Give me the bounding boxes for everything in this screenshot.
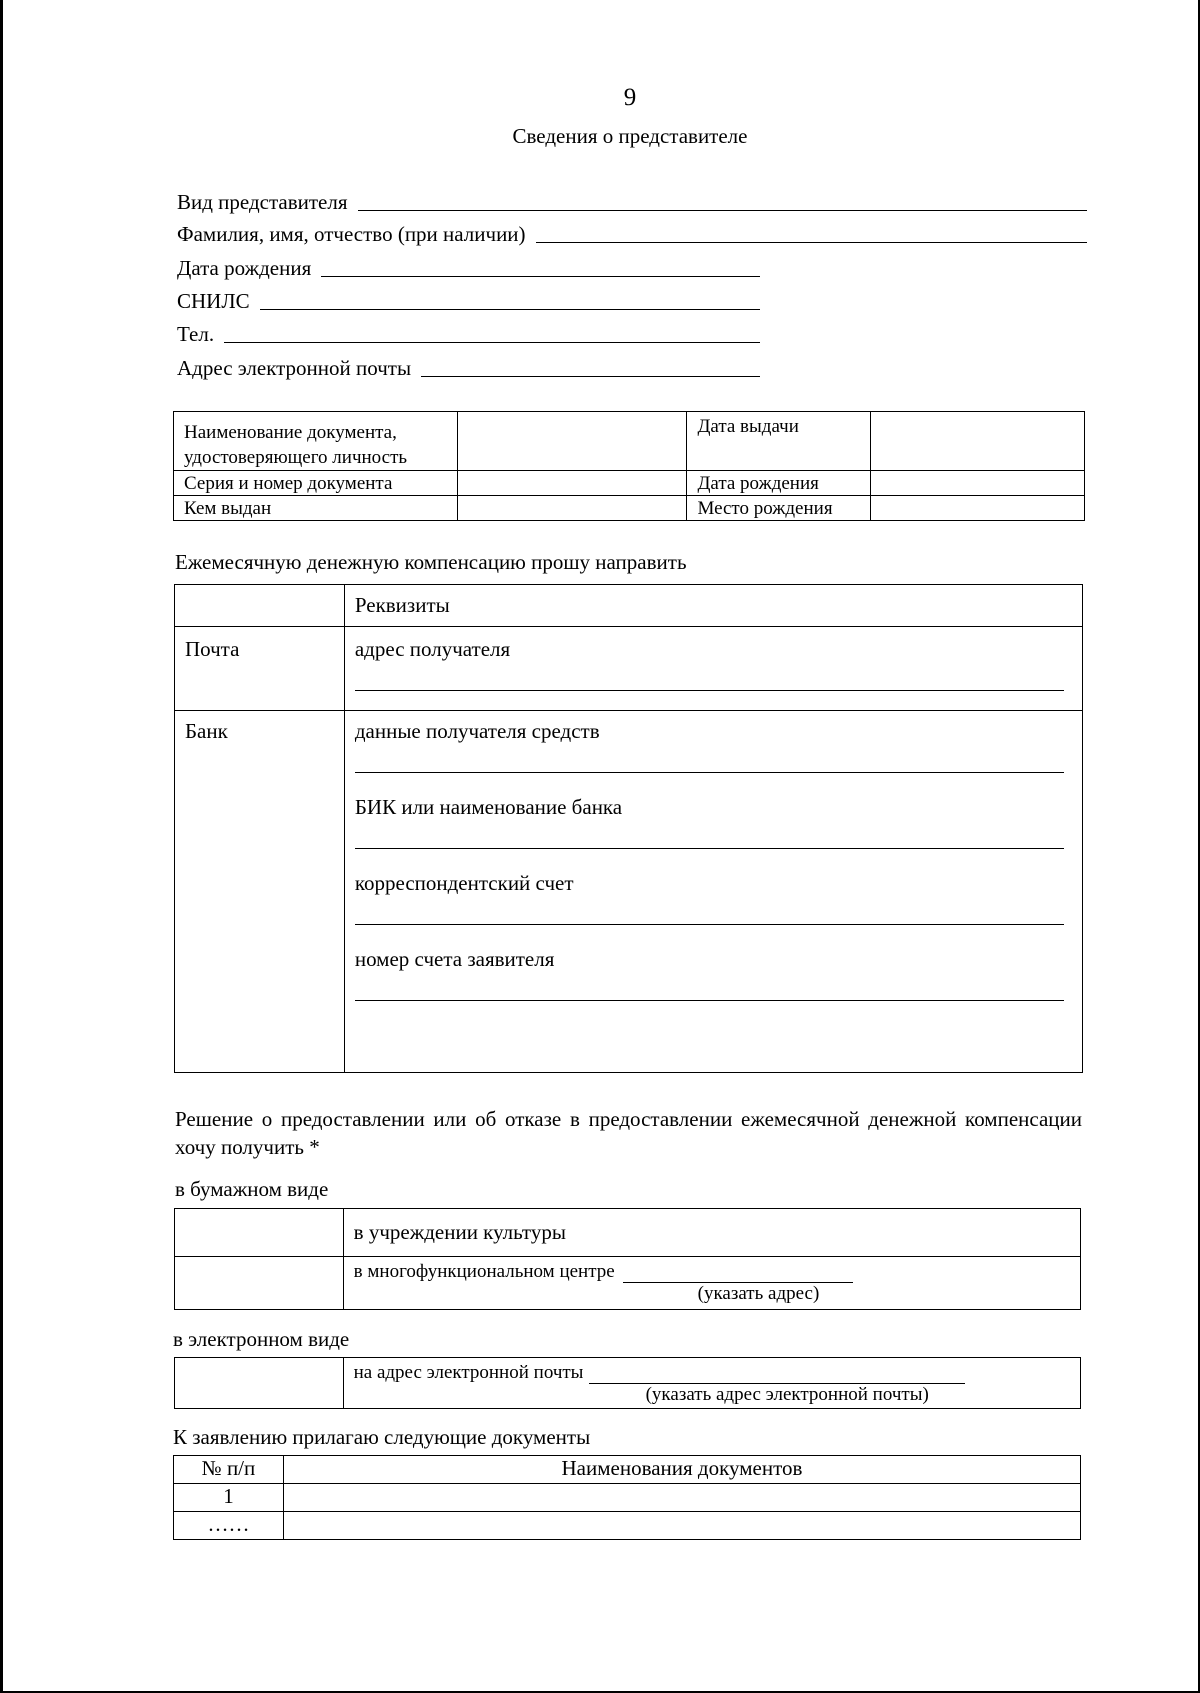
- bank-corr-account-line[interactable]: [355, 896, 1064, 925]
- field-label: Вид представителя: [177, 190, 348, 214]
- bank-bik-line[interactable]: [355, 820, 1064, 849]
- attachments-heading: К заявлению прилагаю следующие документы: [173, 1425, 591, 1449]
- field-label: Фамилия, имя, отчество (при наличии): [177, 222, 526, 246]
- issued-by-label: Кем выдан: [174, 496, 458, 521]
- mfc-address-line[interactable]: [623, 1262, 853, 1283]
- payment-table: [174, 584, 1083, 1073]
- bank-field-account-number: номер счета заявителя: [354, 947, 555, 971]
- birth-place-label: Место рождения: [687, 496, 871, 521]
- doc-name-line1: Наименование документа,: [184, 422, 397, 443]
- page-number: 9: [623, 84, 637, 111]
- post-requisites: [344, 627, 1082, 711]
- scan-edge-left: [0, 0, 3, 1693]
- series-number-value[interactable]: [457, 471, 687, 496]
- doc-name-value[interactable]: [457, 412, 687, 471]
- post-field-label: адрес получателя: [354, 637, 511, 661]
- mfc-hint: (указать адрес): [697, 1283, 820, 1304]
- electronic-heading: в электронном виде: [173, 1327, 350, 1351]
- field-label: СНИЛС: [177, 289, 250, 313]
- field-representative-type[interactable]: [177, 190, 1087, 215]
- bank-account-number-line[interactable]: [355, 972, 1064, 1001]
- field-label: Дата рождения: [177, 256, 312, 280]
- bank-requisites: [344, 711, 1082, 1073]
- mfc-checkbox[interactable]: [175, 1257, 344, 1310]
- doc-name-line2: удостоверяющего личность: [184, 447, 408, 468]
- col-num-header: № п/п: [174, 1456, 284, 1484]
- decision-text: Решение о предоставлении или об отказе в предоставлении ежемесячной денежной компенсации хочу получить *: [175, 1107, 1082, 1159]
- field-label: Адрес электронной почты: [177, 356, 412, 380]
- series-number-label: Серия и номер документа: [174, 471, 458, 496]
- field-phone[interactable]: [177, 322, 760, 347]
- fill-line[interactable]: [358, 209, 1087, 211]
- culture-checkbox[interactable]: [175, 1209, 344, 1257]
- birth-date-value[interactable]: [871, 471, 1085, 496]
- payment-method-header: [175, 585, 345, 627]
- issue-date-value[interactable]: [871, 412, 1085, 471]
- fill-line[interactable]: [260, 308, 760, 310]
- bank-field-recipient: данные получателя средств: [354, 719, 600, 743]
- row-number: ……: [174, 1512, 284, 1540]
- fill-line[interactable]: [421, 375, 760, 377]
- payment-heading: Ежемесячную денежную компенсацию прошу направить: [175, 550, 687, 574]
- table-row: [174, 1512, 1081, 1540]
- row-number: 1: [174, 1484, 284, 1512]
- table-row: [174, 1484, 1081, 1512]
- requisites-header: Реквизиты: [344, 585, 1082, 627]
- email-checkbox[interactable]: [175, 1358, 344, 1409]
- field-snils[interactable]: [177, 289, 760, 314]
- post-label: Почта: [175, 627, 345, 711]
- col-name-header: Наименования документов: [283, 1456, 1080, 1484]
- field-label: Тел.: [177, 322, 215, 346]
- birth-date-label: Дата рождения: [687, 471, 871, 496]
- email-option-label: на адрес электронной почты: [353, 1362, 584, 1383]
- bank-field-corr-account: корреспондентский счет: [354, 871, 574, 895]
- email-hint: (указать адрес электронной почты): [645, 1384, 929, 1405]
- birth-place-value[interactable]: [871, 496, 1085, 521]
- field-birth-date[interactable]: [177, 256, 760, 281]
- issued-by-value[interactable]: [457, 496, 687, 521]
- fill-line[interactable]: [536, 241, 1087, 243]
- email-address-line[interactable]: [589, 1363, 965, 1384]
- mfc-label: в многофункциональном центре: [353, 1261, 615, 1282]
- option-culture: в учреждении культуры: [343, 1209, 1080, 1257]
- doc-name-cell: [174, 412, 458, 471]
- post-address-line[interactable]: [355, 662, 1064, 691]
- issue-date-label: Дата выдачи: [687, 412, 871, 471]
- paper-options-table: [174, 1208, 1081, 1310]
- option-email: [343, 1358, 1080, 1409]
- option-mfc: [343, 1257, 1080, 1310]
- bank-label: Банк: [175, 711, 345, 1073]
- attachments-table: [173, 1455, 1081, 1540]
- id-document-table: [173, 411, 1085, 521]
- bank-field-bik: БИК или наименование банка: [354, 795, 623, 819]
- row-document-name[interactable]: [283, 1484, 1080, 1512]
- paper-heading: в бумажном виде: [175, 1177, 329, 1201]
- field-full-name[interactable]: [177, 222, 1087, 247]
- electronic-options-table: [174, 1357, 1081, 1409]
- field-email[interactable]: [177, 356, 760, 381]
- fill-line[interactable]: [224, 341, 760, 343]
- row-document-name[interactable]: [283, 1512, 1080, 1540]
- page-title: Сведения о представителе: [512, 124, 748, 148]
- bank-recipient-line[interactable]: [355, 744, 1064, 773]
- fill-line[interactable]: [321, 275, 760, 277]
